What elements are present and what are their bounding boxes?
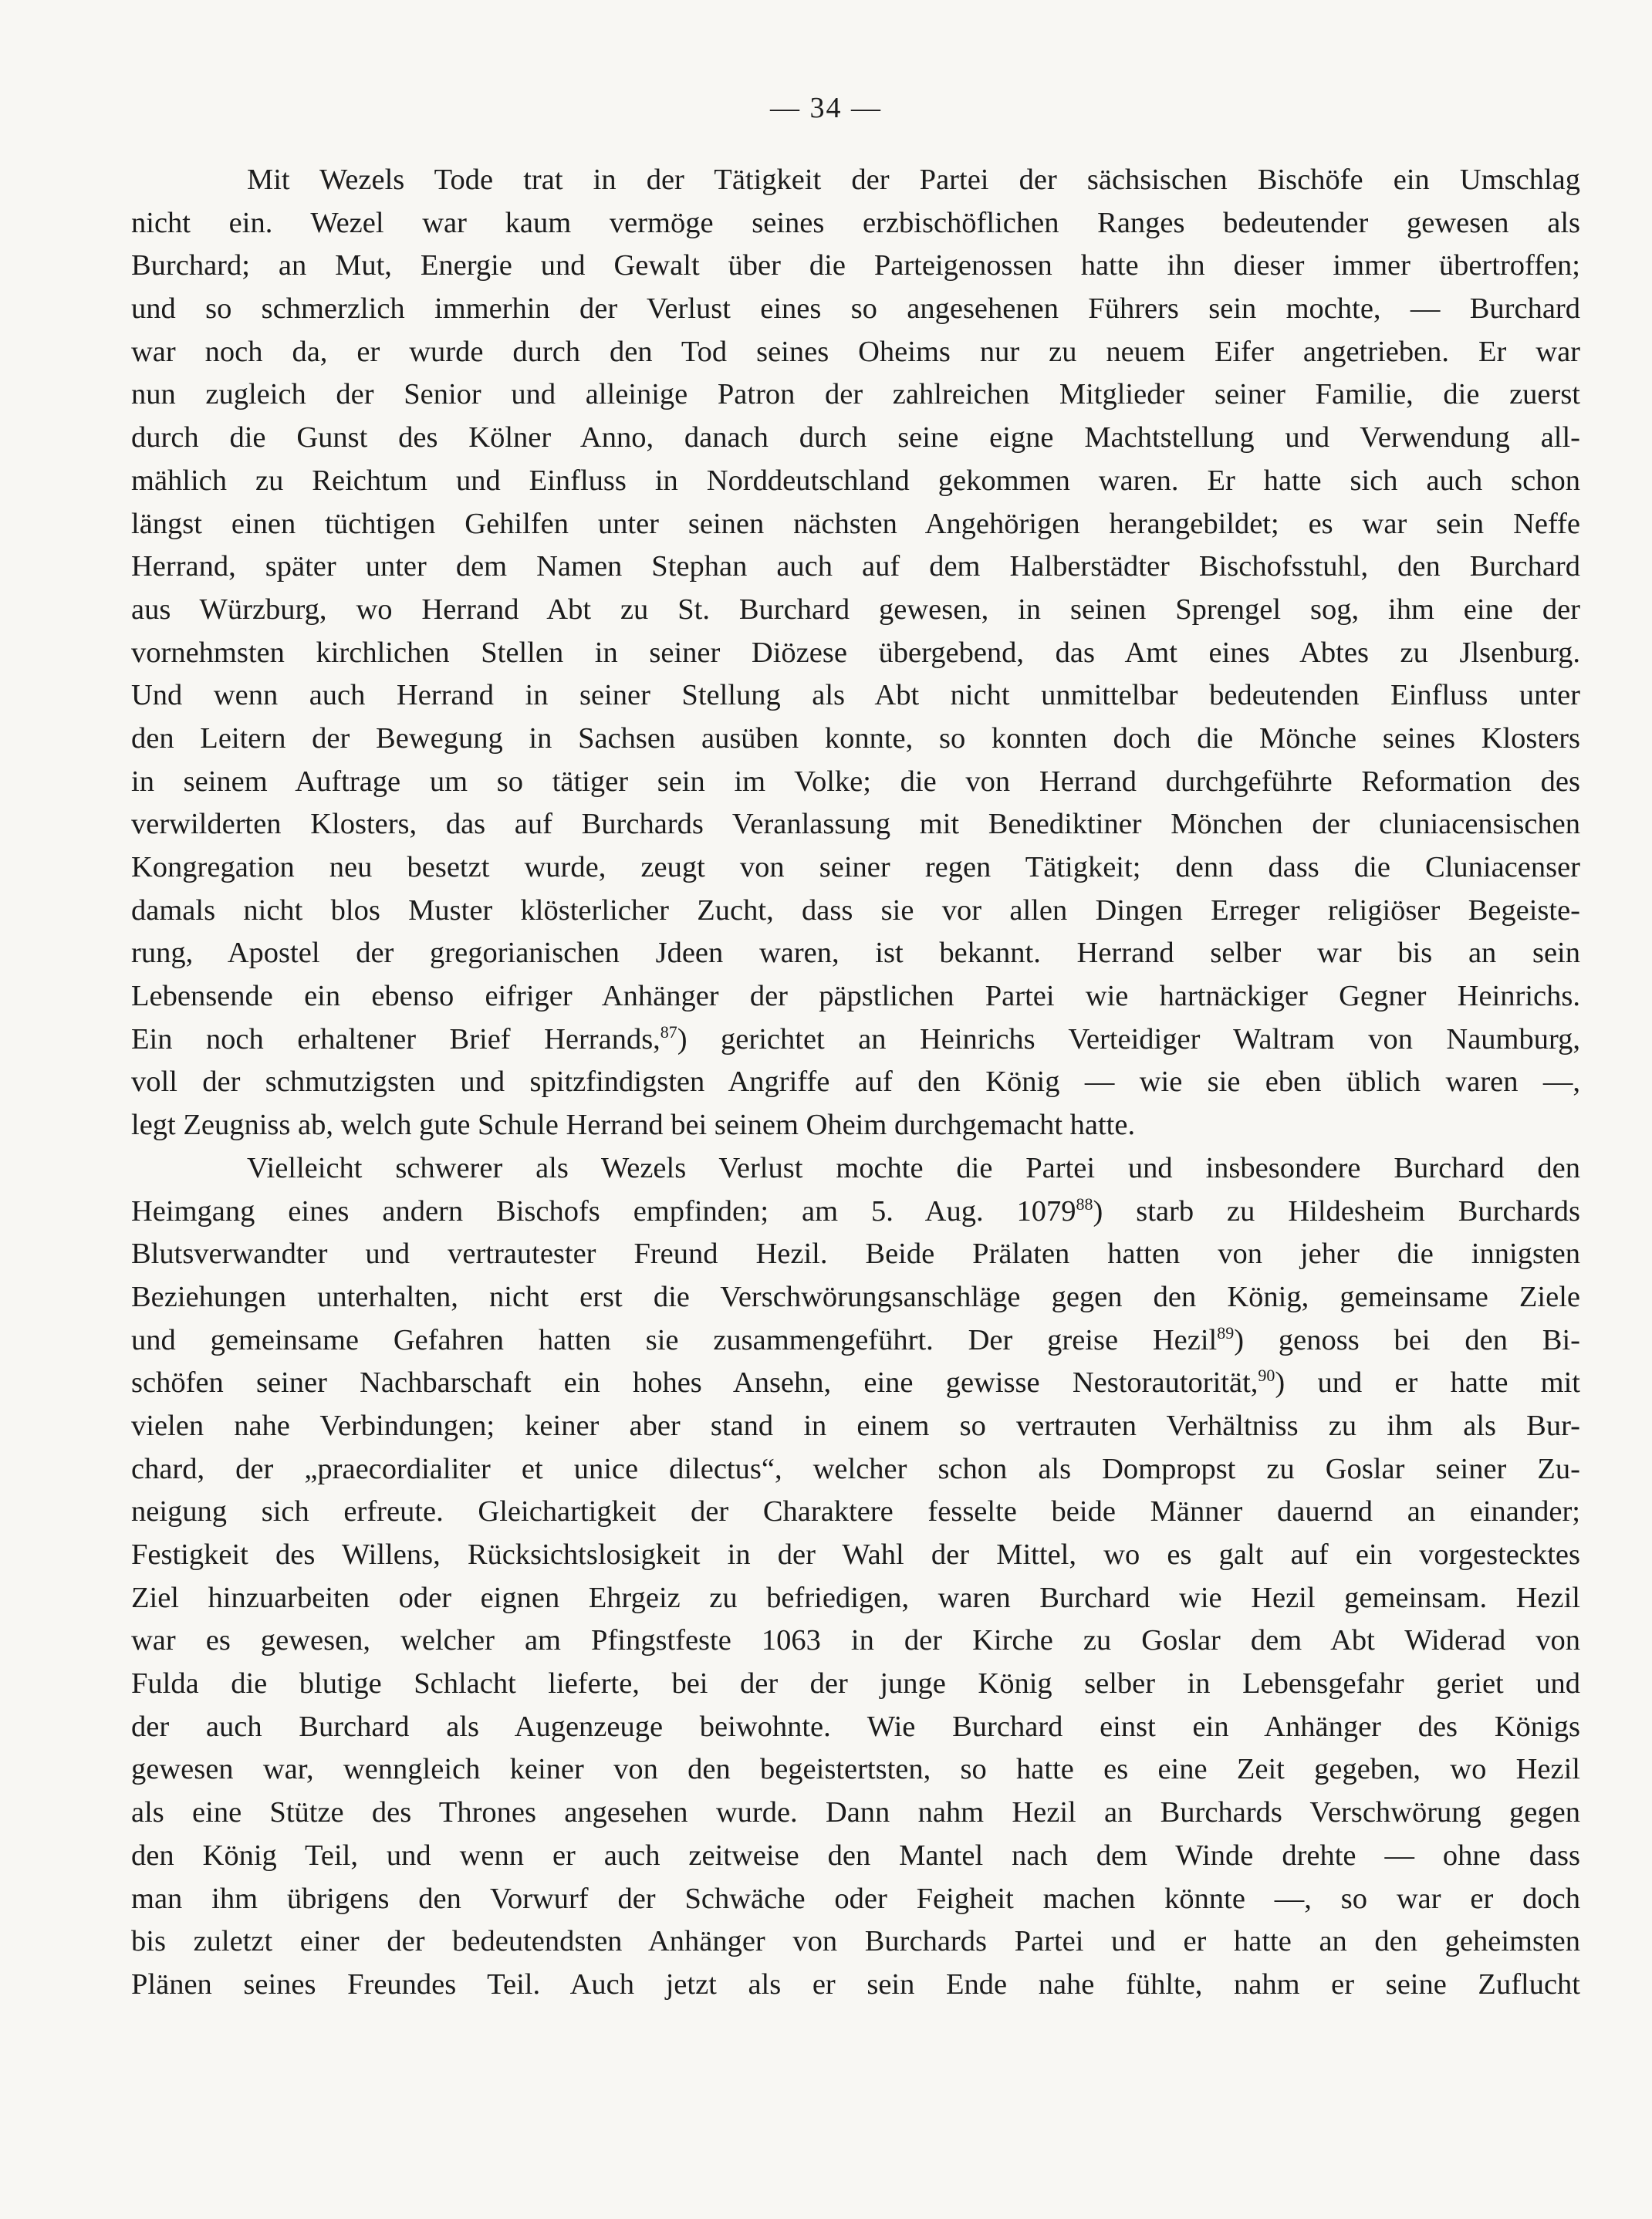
- text-line: Ziel hinzuarbeiten oder eignen Ehrgeiz zu befriedigen, waren Burchard wie Hezil gemeinsam. Hezil: [131, 1581, 1580, 1614]
- text-fragment: ) und er hatte mit: [1275, 1366, 1581, 1400]
- text-line: aus Würzburg, wo Herrand Abt zu St. Burchard gewesen, in seinen Sprengel sog, ihm eine der: [131, 593, 1580, 626]
- text-line: in seinem Auftrage um so tätiger sein im Volke; die von Herrand durchgeführte Reformation des: [131, 765, 1580, 798]
- text-line: [131, 1362, 1580, 1405]
- text-line: Festigkeit des Willens, Rücksichtslosigkeit in der Wahl der Mittel, wo es galt auf ein vorgestecktes: [131, 1538, 1580, 1571]
- text-line: bis zuletzt einer der bedeutendsten Anhänger von Burchards Partei und er hatte an den geheimsten: [131, 1925, 1580, 1958]
- body-text: [131, 159, 1580, 2007]
- text-line: voll der schmutzigsten und spitzfindigsten Angriffe auf den König — wie sie eben üblich waren —,: [131, 1066, 1580, 1099]
- footnote-ref: 90: [1258, 1366, 1275, 1386]
- text-line: [131, 1319, 1580, 1363]
- text-line: längst einen tüchtigen Gehilfen unter seinen nächsten Angehörigen herangebildet; es war sein Neffe: [131, 507, 1580, 540]
- footnote-ref: 89: [1217, 1322, 1235, 1343]
- text-line: als eine Stütze des Thrones angesehen wurde. Dann nahm Hezil an Burchards Verschwörung gegen: [131, 1796, 1580, 1829]
- text-line: gewesen war, wenngleich keiner von den begeistertsten, so hatte es eine Zeit gegeben, wo Hezil: [131, 1753, 1580, 1786]
- text-line: damals nicht blos Muster klösterlicher Zucht, dass sie vor allen Dingen Erreger religiöser Begeiste-: [131, 893, 1580, 927]
- text-line: vielen nahe Verbindungen; keiner aber stand in einem so vertrauten Verhältniss zu ihm als Bur-: [131, 1409, 1580, 1442]
- text-fragment: ) genoss bei den Bi-: [1234, 1323, 1580, 1356]
- text-line: den Leitern der Bewegung in Sachsen ausüben konnte, so konnten doch die Mönche seines Klosters: [131, 721, 1580, 755]
- text-line: legt Zeugniss ab, welch gute Schule Herrand bei seinem Oheim durchgemacht hatte.: [131, 1109, 1136, 1142]
- text-fragment: und gemeinsame Gefahren hatten sie zusammengeführt. Der greise Hezil: [131, 1323, 1218, 1356]
- text-line: und so schmerzlich immerhin der Verlust eines so angesehenen Führers sein mochte, — Burchard: [131, 292, 1580, 326]
- footnote-ref: 88: [1076, 1194, 1093, 1214]
- text-line: chard, der „praecordialiter et unice dilectus“, welcher schon als Dompropst zu Goslar seiner Zu-: [131, 1452, 1580, 1485]
- text-line: Lebensende ein ebenso eifriger Anhänger der päpstlichen Partei wie hartnäckiger Gegner Heinrichs.: [131, 980, 1580, 1013]
- page-number: — 34 —: [770, 92, 882, 124]
- text-line: war es gewesen, welcher am Pfingstfeste 1063 in der Kirche zu Goslar dem Abt Widerad von: [131, 1624, 1580, 1657]
- text-fragment: ) gerichtet an Heinrichs Verteidiger Waltram von Naumburg,: [677, 1022, 1580, 1055]
- text-line: vornehmsten kirchlichen Stellen in seiner Diözese übergebend, das Amt eines Abtes zu Jlsenburg.: [131, 636, 1580, 669]
- text-line: Kongregation neu besetzt wurde, zeugt von seiner regen Tätigkeit; denn dass die Cluniacenser: [131, 851, 1580, 883]
- text-line: Herrand, später unter dem Namen Stephan auch auf dem Halberstädter Bischofsstuhl, den Burchard: [131, 550, 1580, 583]
- text-line: Burchard; an Mut, Energie und Gewalt über die Parteigenossen hatte ihn dieser immer übertroffen;: [131, 249, 1580, 282]
- text-line: mählich zu Reichtum und Einfluss in Norddeutschland gekommen waren. Er hatte sich auch schon: [131, 464, 1580, 497]
- text-line: [131, 1018, 1580, 1062]
- text-line: Mit Wezels Tode trat in der Tätigkeit der Partei der sächsischen Bischöfe ein Umschlag: [247, 164, 1580, 196]
- text-line: der auch Burchard als Augenzeuge beiwohnte. Wie Burchard einst ein Anhänger des Königs: [131, 1710, 1580, 1743]
- footnote-ref: 87: [660, 1022, 677, 1042]
- text-line: man ihm übrigens den Vorwurf der Schwäche oder Feigheit machen könnte —, so war er doch: [131, 1882, 1580, 1915]
- text-line: durch die Gunst des Kölner Anno, danach durch seine eigne Machtstellung und Verwendung all-: [131, 421, 1580, 454]
- text-line: neigung sich erfreute. Gleichartigkeit der Charaktere fesselte beide Männer dauernd an einander;: [131, 1495, 1580, 1528]
- text-fragment: schöfen seiner Nachbarschaft ein hohes Ansehn, eine gewisse Nestorautorität,: [131, 1366, 1258, 1400]
- text-line: war noch da, er wurde durch den Tod seines Oheims nur zu neuem Eifer angetrieben. Er war: [131, 335, 1580, 368]
- text-line: Beziehungen unterhalten, nicht erst die Verschwörungsanschläge gegen den König, gemeinsame Ziele: [131, 1280, 1580, 1313]
- text-line: Blutsverwandter und vertrautester Freund Hezil. Beide Prälaten hatten von jeher die innigsten: [131, 1238, 1580, 1271]
- text-fragment: Heimgang eines andern Bischofs empfinden; am 5. Aug. 1079: [131, 1194, 1076, 1228]
- text-fragment: Ein noch erhaltener Brief Herrands,: [131, 1022, 660, 1055]
- text-line: Und wenn auch Herrand in seiner Stellung als Abt nicht unmittelbar bedeutenden Einfluss unter: [131, 679, 1580, 712]
- text-fragment: ) starb zu Hildesheim Burchards: [1093, 1194, 1580, 1228]
- text-line: verwilderten Klosters, das auf Burchards Veranlassung mit Benediktiner Mönchen der cluniacensischen: [131, 808, 1580, 841]
- text-line: rung, Apostel der gregorianischen Jdeen waren, ist bekannt. Herrand selber war bis an sein: [131, 937, 1580, 970]
- text-line: den König Teil, und wenn er auch zeitweise den Mantel nach dem Winde drehte — ohne dass: [131, 1839, 1580, 1872]
- text-line: Fulda die blutige Schlacht lieferte, bei der der junge König selber in Lebensgefahr geriet und: [131, 1667, 1580, 1701]
- text-line: [131, 1191, 1580, 1234]
- text-line: Plänen seines Freundes Teil. Auch jetzt als er sein Ende nahe fühlte, nahm er seine Zuflucht: [131, 1967, 1580, 2001]
- text-line: Vielleicht schwerer als Wezels Verlust mochte die Partei und insbesondere Burchard den: [247, 1151, 1580, 1184]
- text-line: nun zugleich der Senior und alleinige Patron der zahlreichen Mitglieder seiner Familie, die zuerst: [131, 378, 1580, 411]
- text-line: nicht ein. Wezel war kaum vermöge seines erzbischöflichen Ranges bedeutender gewesen als: [131, 206, 1580, 239]
